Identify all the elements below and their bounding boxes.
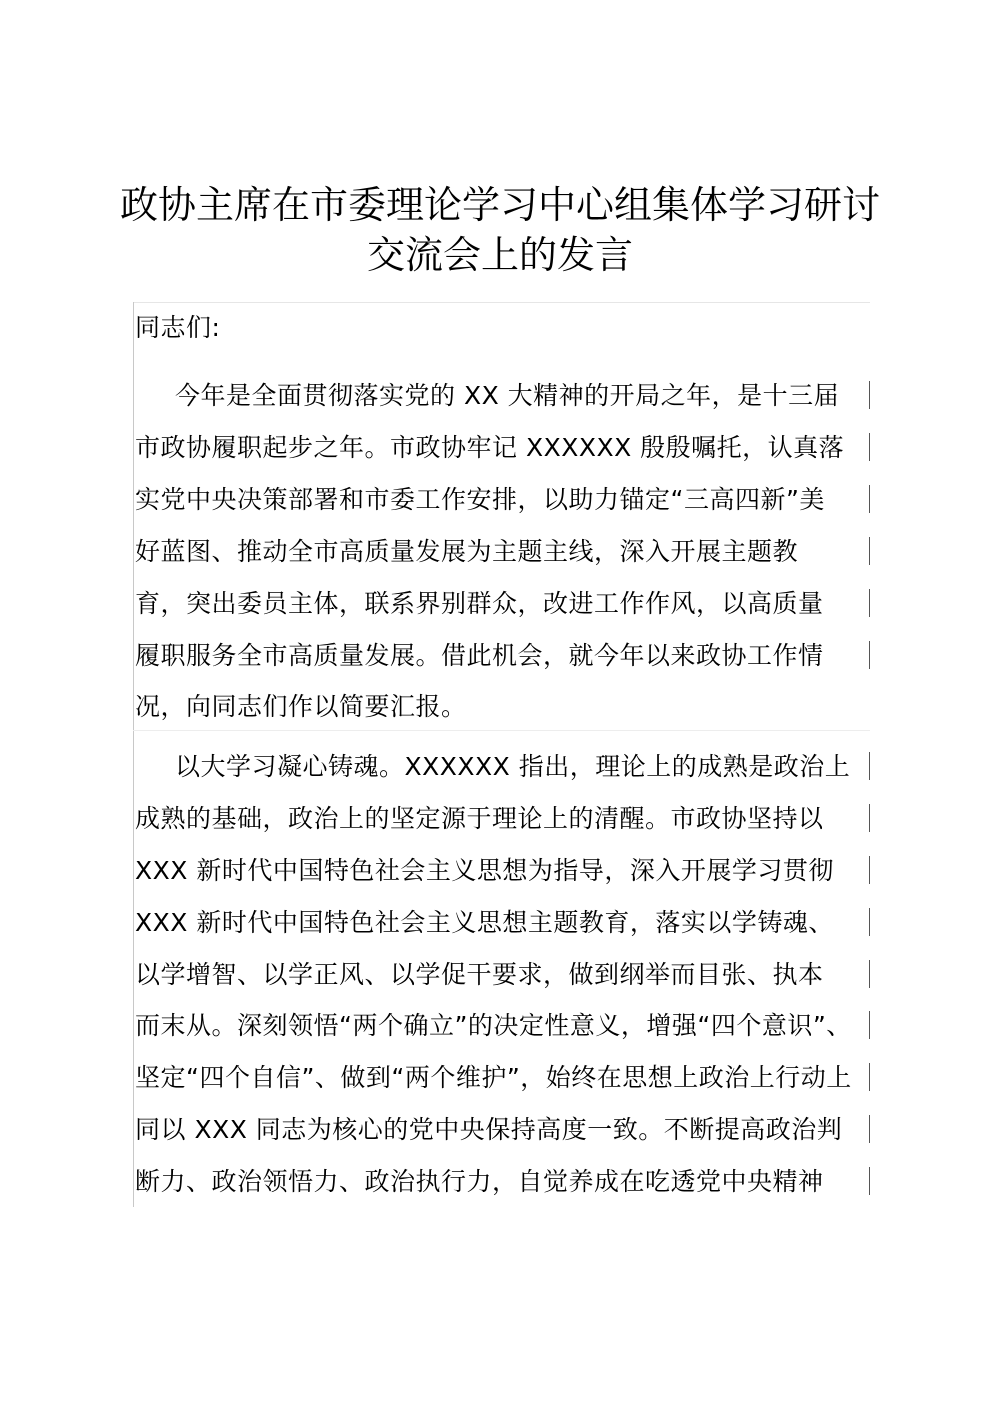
- text-frame-left-border: [133, 302, 134, 1207]
- margin-marker: [869, 1011, 870, 1039]
- margin-marker: [869, 641, 870, 669]
- margin-marker: [869, 537, 870, 565]
- paragraph-1-line-3: 实党中央决策部署和市委工作安排，以助力锚定“三高四新”美: [135, 485, 825, 514]
- document-title-line-1: 政协主席在市委理论学习中心组集体学习研讨: [120, 183, 881, 227]
- margin-marker: [869, 752, 870, 780]
- margin-marker: [869, 1167, 870, 1195]
- paragraph-2-line-6: 而末从。深刻领悟“两个确立”的决定性意义，增强“四个意识”、: [135, 1011, 852, 1040]
- paragraph-1-line-7: 况，向同志们作以简要汇报。: [135, 692, 467, 721]
- paragraph-2-line-9: 断力、政治领悟力、政治执行力，自觉养成在吃透党中央精神: [135, 1167, 824, 1196]
- margin-marker: [869, 804, 870, 832]
- margin-marker: [869, 589, 870, 617]
- paragraph-2-line-3: XXX 新时代中国特色社会主义思想为指导，深入开展学习贯彻: [135, 856, 834, 885]
- paragraph-1-line-4: 好蓝图、推动全市高质量发展为主题主线，深入开展主题教: [135, 537, 799, 566]
- margin-marker: [869, 433, 870, 461]
- paragraph-2-line-7: 坚定“四个自信”、做到“两个维护”，始终在思想上政治上行动上: [135, 1063, 852, 1092]
- paragraph-2-line-4: XXX 新时代中国特色社会主义思想主题教育，落实以学铸魂、: [135, 908, 834, 937]
- margin-marker: [869, 1063, 870, 1091]
- paragraph-2-line-1: 以大学习凝心铸魂。XXXXXX 指出，理论上的成熟是政治上: [175, 752, 851, 781]
- margin-marker: [869, 908, 870, 936]
- margin-marker: [869, 856, 870, 884]
- margin-marker: [869, 485, 870, 513]
- document-title-line-2: 交流会上的发言: [366, 233, 633, 277]
- paragraph-1-line-1: 今年是全面贯彻落实党的 XX 大精神的开局之年，是十三届: [175, 381, 840, 410]
- paragraph-1-line-5: 育，突出委员主体，联系界别群众，改进工作作风，以高质量: [135, 589, 824, 618]
- paragraph-2-line-2: 成熟的基础，政治上的坚定源于理论上的清醒。市政协坚持以: [135, 804, 824, 833]
- margin-marker: [869, 1115, 870, 1143]
- paragraph-1-line-6: 履职服务全市高质量发展。借此机会，就今年以来政协工作情: [135, 641, 824, 670]
- paragraph-2-line-5: 以学增智、以学正风、以学促干要求，做到纲举而目张、执本: [135, 960, 824, 989]
- paragraph-2-line-8: 同以 XXX 同志为核心的党中央保持高度一致。不断提高政治判: [135, 1115, 843, 1144]
- margin-marker: [869, 960, 870, 988]
- paragraph-separator: [133, 730, 870, 731]
- salutation: 同志们:: [135, 313, 221, 342]
- margin-marker: [869, 381, 870, 409]
- paragraph-1-line-2: 市政协履职起步之年。市政协牢记 XXXXXX 殷殷嘱托，认真落: [135, 433, 845, 462]
- text-frame-top-border: [133, 302, 870, 303]
